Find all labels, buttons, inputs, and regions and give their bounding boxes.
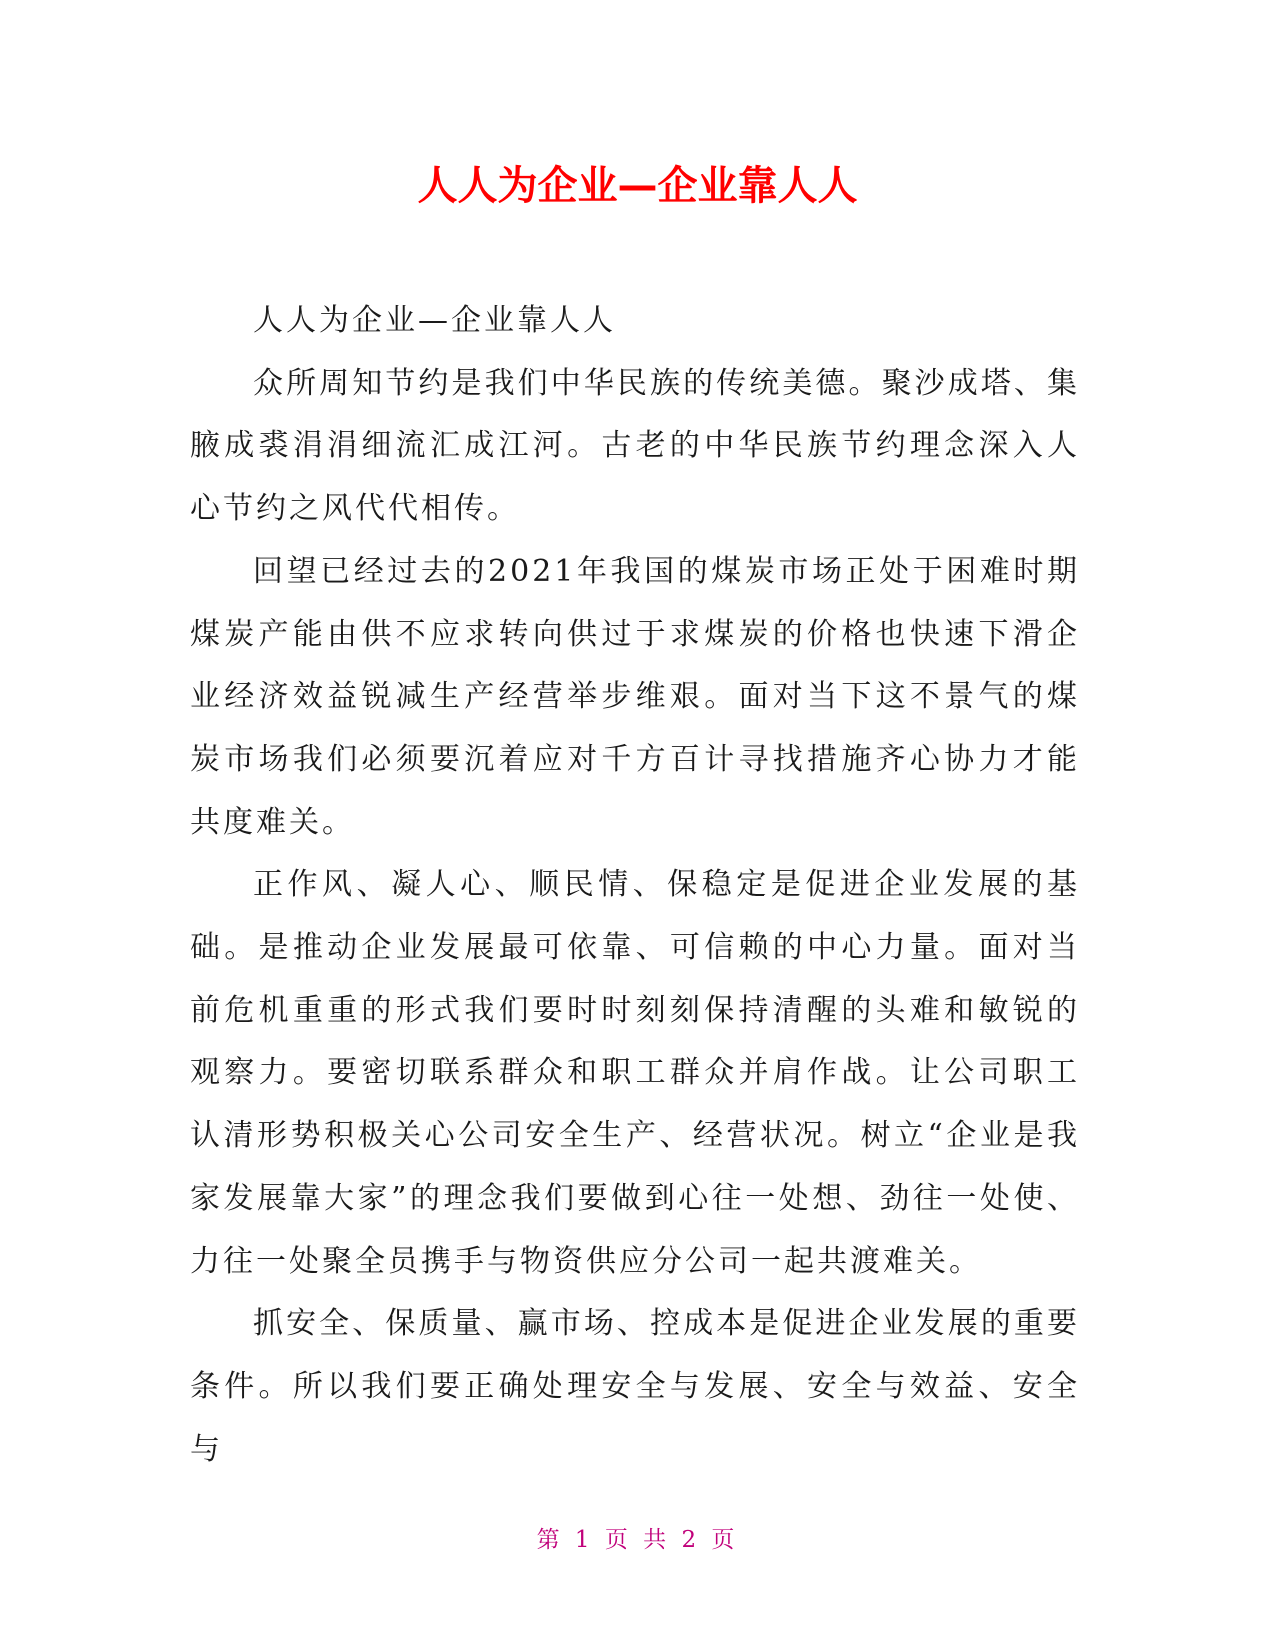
document-body <box>190 290 1080 1481</box>
paragraph: 抓安全、保质量、赢市场、控成本是促进企业发展的重要条件。所以我们要正确处理安全与发展、安全与效益、安全与 <box>190 1306 1080 1467</box>
paragraph: 众所周知节约是我们中华民族的传统美德。聚沙成塔、集腋成裘涓涓细流汇成江河。古老的中华民族节约理念深入人心节约之风代代相传。 <box>190 365 1080 527</box>
document-title: 人人为企业—企业靠人人 <box>417 163 858 209</box>
page-footer: 第 1 页 共 2 页 <box>536 1527 739 1553</box>
paragraph: 正作风、凝人心、顺民情、保稳定是促进企业发展的基础。是推动企业发展最可依靠、可信赖的中心力量。面对当前危机重重的形式我们要时时刻刻保持清醒的头难和敏锐的观察力。要密切联系群众和职工群众并肩作战。让公司职工认清形势积极关心公司安全生产、经营状况。树立“企业是我家发展靠大家”的理念我们要做到心往一处想、劲往一处使、力往一处聚全员携手与物资供应分公司一起共渡难关。 <box>190 867 1080 1279</box>
paragraph-subtitle: 人人为企业—企业靠人人 <box>253 303 616 338</box>
paragraph: 回望已经过去的2021年我国的煤炭市场正处于困难时期煤炭产能由供不应求转向供过于求煤炭的价格也快速下滑企业经济效益锐减生产经营举步维艰。面对当下这不景气的煤炭市场我们必须要沉着应对千方百计寻找措施齐心协力才能共度难关。 <box>190 553 1080 840</box>
